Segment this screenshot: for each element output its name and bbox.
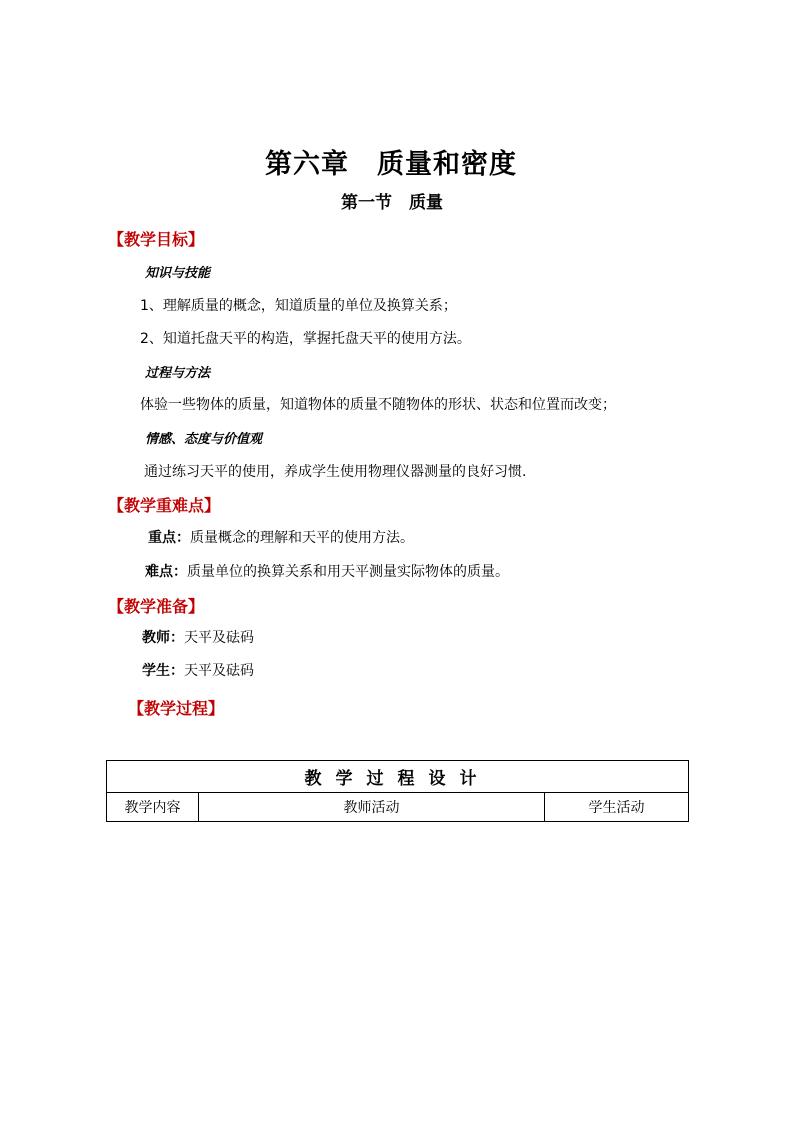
difficult-point-text: 质量单位的换算关系和用天平测量实际物体的质量。 — [187, 564, 509, 580]
knowledge-item-2: 2、知道托盘天平的构造，掌握托盘天平的使用方法。 — [140, 331, 471, 347]
design-table-title-row — [107, 761, 689, 793]
student-prep-text: 天平及砝码 — [184, 663, 254, 679]
chapter-title: 第六章 质量和密度 — [265, 149, 517, 180]
teacher-prep-line — [142, 627, 254, 647]
teacher-prep-label: 教师： — [142, 630, 184, 646]
student-prep-line — [142, 660, 254, 680]
column-teaching-content: 教学内容 — [107, 793, 199, 822]
preparation-heading: 【教学准备】 — [108, 597, 205, 616]
teacher-prep-text: 天平及砝码 — [184, 630, 254, 646]
column-teacher-activity: 教师活动 — [199, 793, 545, 822]
column-student-activity: 学生活动 — [545, 793, 689, 822]
values-label: 情感、态度与价值观 — [145, 432, 263, 447]
design-table-title: 教学过程设计 — [107, 761, 689, 793]
knowledge-item-1: 1、理解质量的概念，知道质量的单位及换算关系； — [140, 298, 457, 314]
key-point-line — [148, 527, 414, 547]
process-label: 过程与方法 — [145, 366, 211, 381]
difficult-point-label: 难点： — [145, 564, 187, 580]
student-prep-label: 学生： — [142, 663, 184, 679]
difficult-point-line — [145, 561, 509, 581]
process-text: 体验一些物体的质量，知道物体的质量不随物体的形状、状态和位置而改变； — [140, 397, 616, 413]
design-table — [106, 760, 689, 822]
values-text: 通过练习天平的使用，养成学生使用物理仪器测量的良好习惯. — [144, 464, 527, 480]
objectives-heading: 【教学目标】 — [108, 230, 205, 249]
knowledge-label: 知识与技能 — [145, 266, 211, 281]
design-table-header-row — [107, 793, 689, 822]
process-heading: 【教学过程】 — [128, 699, 225, 718]
key-point-label: 重点： — [148, 530, 190, 546]
key-points-heading: 【教学重难点】 — [108, 496, 221, 515]
section-title: 第一节 质量 — [341, 193, 443, 213]
key-point-text: 质量概念的理解和天平的使用方法。 — [190, 530, 414, 546]
